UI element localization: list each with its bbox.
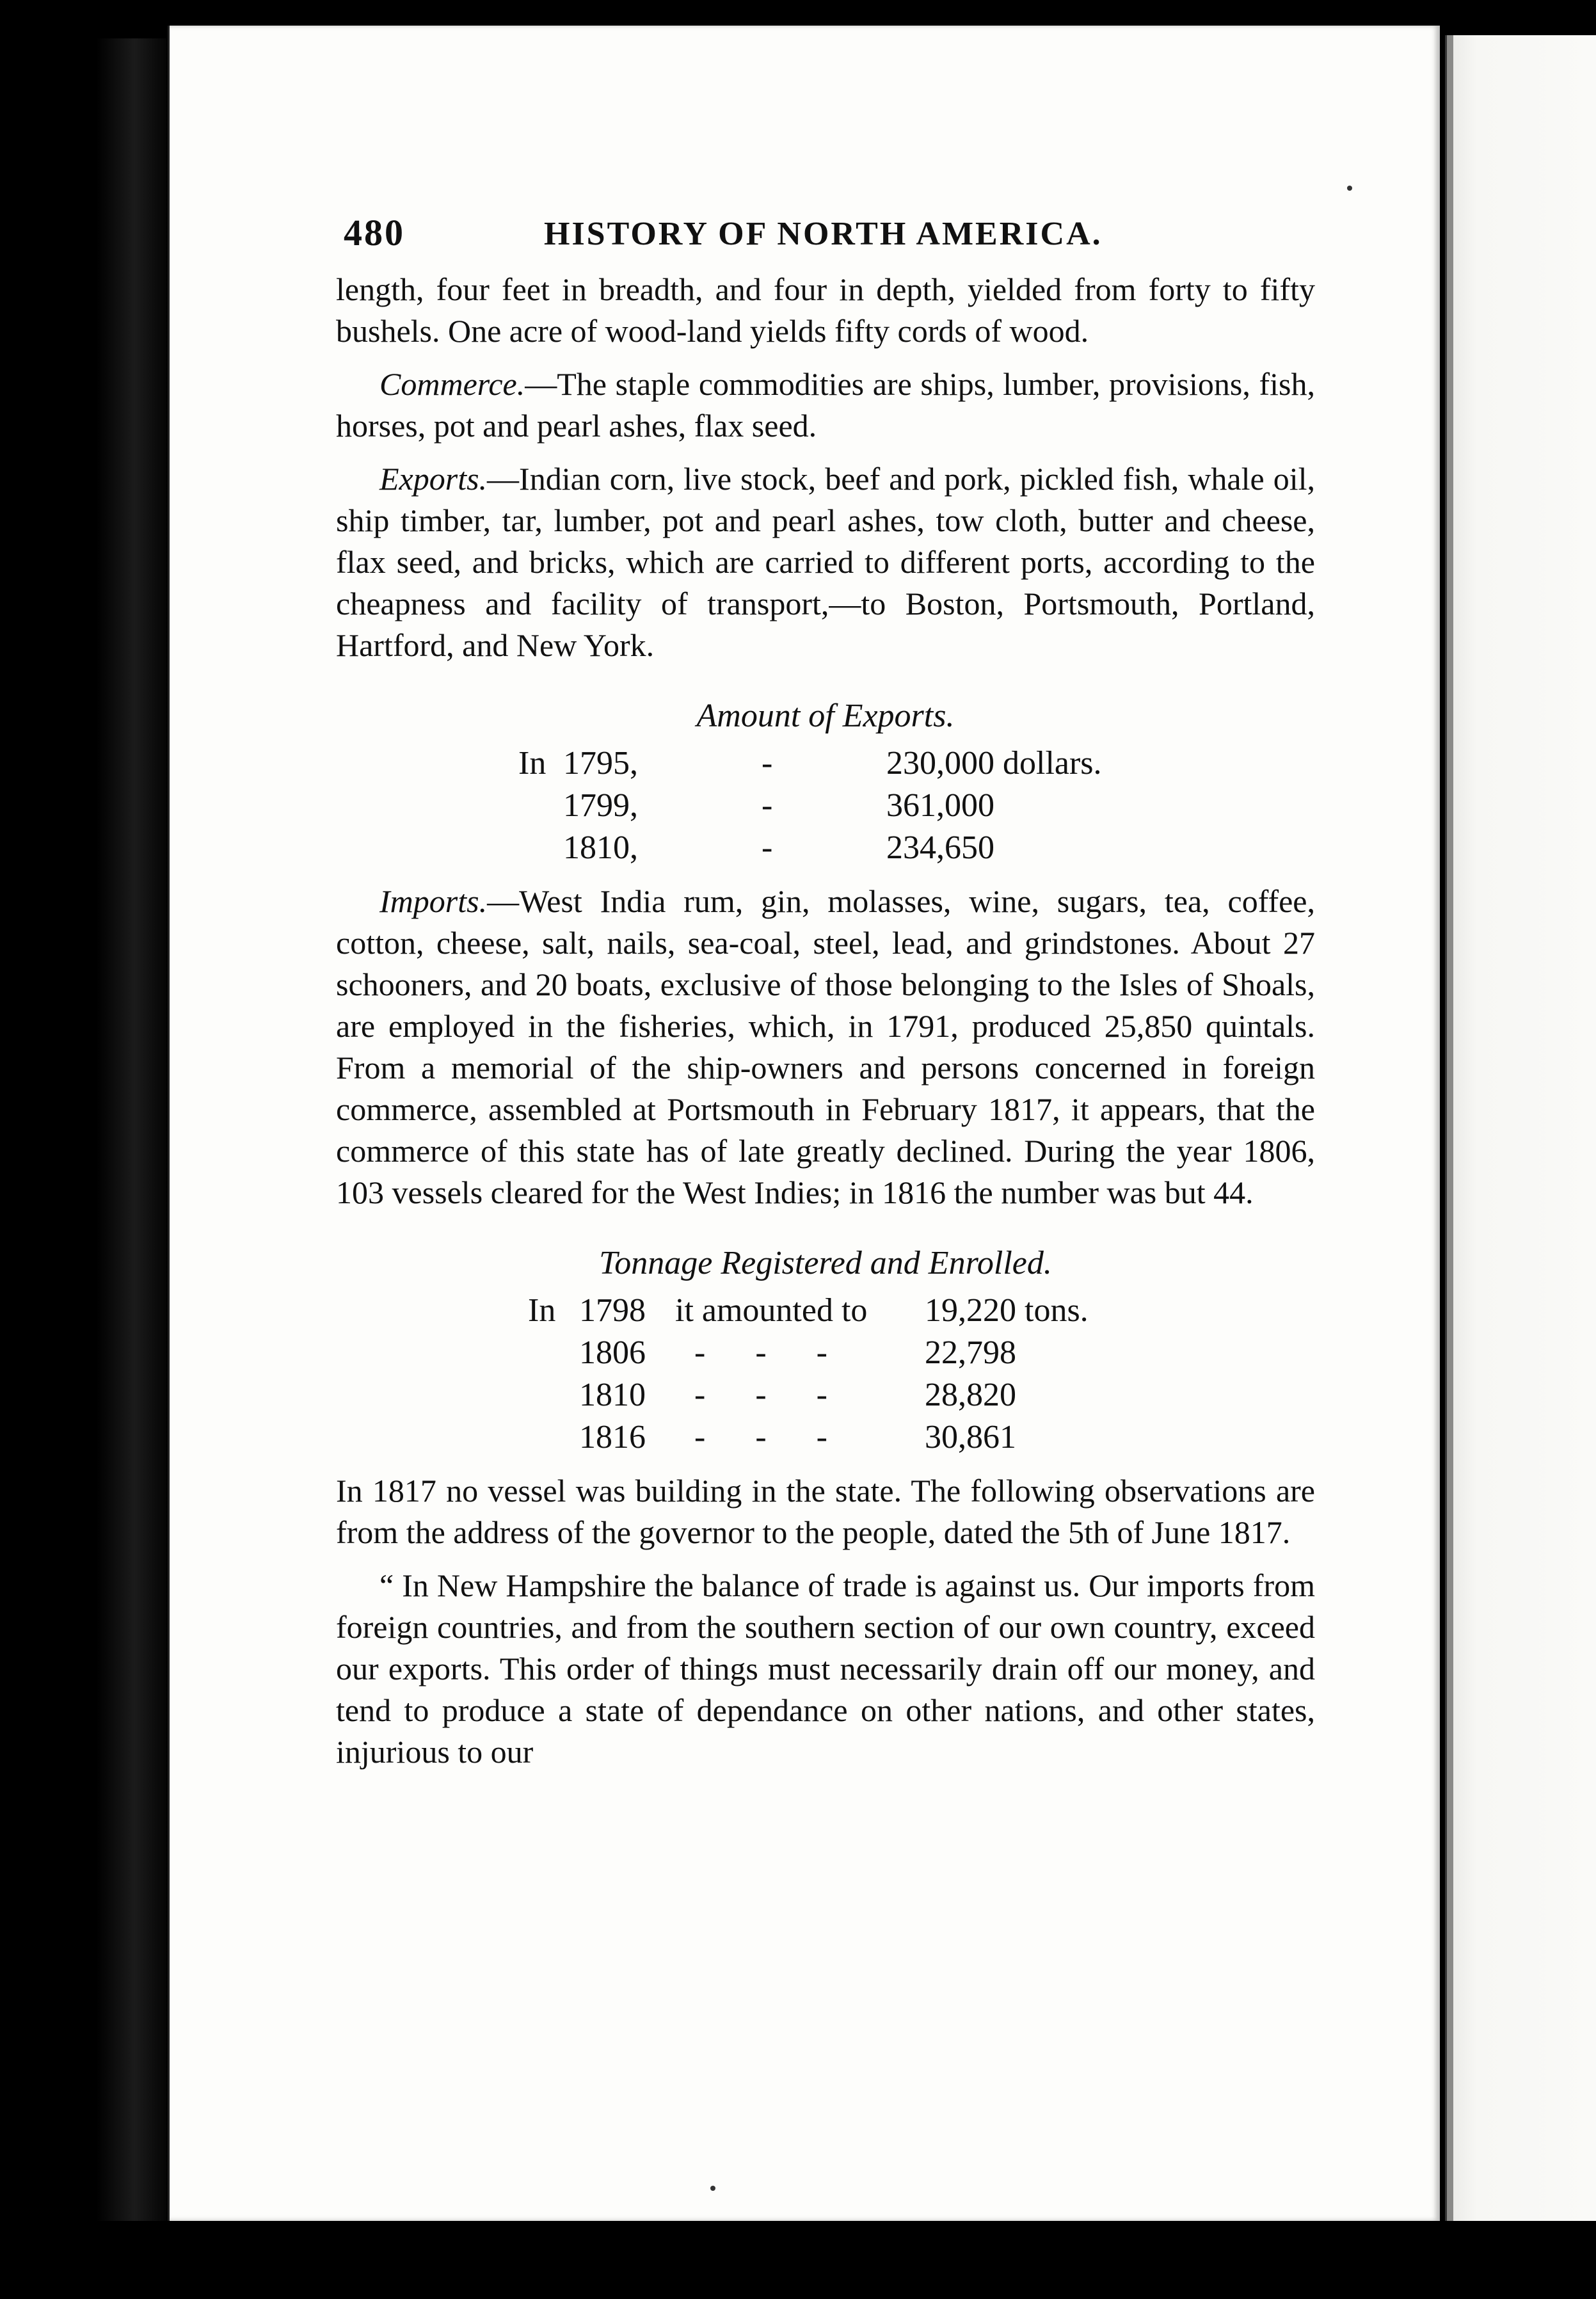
table-row <box>336 742 1315 785</box>
row-year: 1810, <box>563 829 638 866</box>
facing-page-edge <box>1445 35 1596 2224</box>
row-year: 1795, <box>563 745 638 781</box>
row-middle: it amounted to <box>675 1292 868 1329</box>
row-middle: - - - <box>694 1419 827 1455</box>
paragraph-continued: length, four feet in breadth, and four in depth, yielded from forty to fifty bushels. One acre of wood-land yields fifty cords of wood. <box>336 271 1315 349</box>
table-row <box>336 1416 1315 1459</box>
row-year: 1799, <box>563 787 638 824</box>
tonnage-table-title: Tonnage Registered and Enrolled. <box>599 1245 1052 1281</box>
row-amount: 361,000 <box>886 787 994 824</box>
table-row <box>336 1332 1315 1374</box>
page-speck <box>710 2186 715 2191</box>
row-middle: - - - <box>694 1377 827 1413</box>
page-speck <box>1347 186 1352 191</box>
row-amount: 234,650 <box>886 829 994 866</box>
scan-border <box>96 2221 1596 2299</box>
exports-heading: Exports. <box>379 461 488 497</box>
book-spine-edge <box>96 38 166 2221</box>
table-row <box>336 827 1315 869</box>
running-title: HISTORY OF NORTH AMERICA. <box>544 216 1103 252</box>
row-amount: 19,220 tons. <box>925 1292 1089 1329</box>
table-row <box>336 1290 1315 1332</box>
page-content <box>336 211 1315 1773</box>
row-year: 1806 <box>579 1334 646 1371</box>
row-amount: 30,861 <box>925 1419 1016 1455</box>
table-row <box>336 785 1315 827</box>
exports-text: —Indian corn, live stock, beef and pork, pickled fish, whale oil, ship timber, tar, lumber, pot and pearl ashes, tow cloth, butter and cheese, flax seed, and bricks, which are carried to different ports, according to the cheapness and facility of transport,—to Boston, Portsmouth, Portland, Hartford, and New York. <box>336 461 1315 663</box>
row-year: 1816 <box>579 1419 646 1455</box>
page-fold-shadow <box>1447 35 1453 2224</box>
row-dash: - <box>762 829 773 866</box>
imports-text: —West India rum, gin, molasses, wine, sugars, tea, coffee, cotton, cheese, salt, nails, sea-coal, steel, lead, and grindstones. About 27 schooners, and 20 boats, exclusive of those belonging to the Isles of Shoals, are employed in the fisheries, which, in 1791, produced 25,850 quintals. From a memorial of the ship-owners and persons concerned in foreign commerce, assembled at Portsmouth in February 1817, it appears, that the commerce of this state has of late greatly declined. During the year 1806, 103 vessels cleared for the West Indies; in 1816 the number was but 44. <box>336 883 1315 1210</box>
page-number: 480 <box>344 212 405 253</box>
paragraph-imports <box>336 881 1315 1214</box>
paragraph-1817: In 1817 no vessel was building in the state. The following observations are from the address of the governor to the people, dated the 5th of June 1817. <box>336 1473 1315 1550</box>
paragraph-quote: “ In New Hampshire the balance of trade is against us. Our imports from foreign countries, and from the southern section of our own country, exceed our exports. This order of things must necessarily drain off our money, and tend to produce a state of dependance on other nations, and other states, injurious to our <box>336 1567 1315 1770</box>
commerce-text: —The staple commodities are ships, lumber, provisions, fish, horses, pot and pearl ashes, flax seed. <box>336 366 1315 444</box>
row-prefix: In <box>518 745 547 781</box>
exports-table-title: Amount of Exports. <box>696 698 955 734</box>
row-middle: - - - <box>694 1334 827 1371</box>
table-row <box>336 1374 1315 1416</box>
row-prefix: In <box>528 1292 556 1329</box>
row-dash: - <box>762 745 773 781</box>
tonnage-table <box>336 1290 1315 1459</box>
paragraph-commerce <box>336 364 1315 447</box>
row-amount: 22,798 <box>925 1334 1016 1371</box>
row-amount: 230,000 dollars. <box>886 745 1102 781</box>
row-year: 1798 <box>579 1292 646 1329</box>
imports-heading: Imports. <box>379 883 488 919</box>
running-head <box>336 211 1315 269</box>
commerce-heading: Commerce. <box>379 366 525 402</box>
paragraph-exports <box>336 458 1315 666</box>
exports-table <box>336 742 1315 869</box>
row-year: 1810 <box>579 1377 646 1413</box>
row-dash: - <box>762 787 773 824</box>
row-amount: 28,820 <box>925 1377 1016 1413</box>
